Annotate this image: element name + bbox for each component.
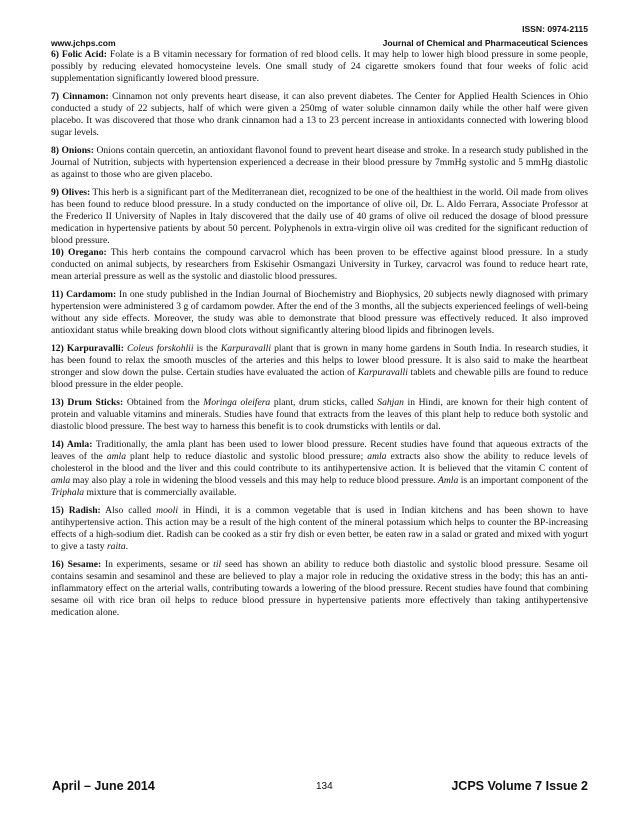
section-text: . [125,541,129,552]
running-header [51,38,588,48]
section-heading: 13) Drum Sticks: [51,397,124,408]
section-text: plant help to reduce diastolic and systolic blood pressure; [126,451,368,462]
section-paragraph [51,247,588,283]
section-heading: 10) Oregano: [51,247,107,258]
section-text: tablets and chewable pills are found to reduce blood pressure in the elder people. [51,367,588,390]
section-heading: 6) Folic Acid: [51,49,107,60]
section-text: is an important component of the [458,475,588,486]
italic-term: Karpuravalli [220,343,272,354]
section-text: mixture that is commercially available. [84,487,237,498]
section-text: Traditionally, the amla plant has been used to lower blood pressure. Recent studies have found that aqueous extracts of the leaves of the [51,439,588,462]
section-text: This herb contains the compound carvacrol which has been proven to be effective against blood pressure. In a study conducted on animal subjects, by researchers from Eskisehir Osmangazi University in Turkey, carvacrol was found to reduce heart rate, mean arterial pressure as well as the systolic and diastolic blood pressures. [51,247,588,282]
section-paragraph [51,397,588,433]
section-text: Also called [100,505,157,516]
italic-term: Moringa oleifera [203,397,271,408]
italic-term: til [213,559,222,570]
header-website[interactable]: www.jchps.com [51,38,116,48]
section-text: In one study published in the Indian Journal of Biochemistry and Biophysics, 20 subjects newly diagnosed with primary hypertension were administered 3 g of cardamom powder. After the end of the 3 months, all the subjects experienced feelings of well-being without any side effects. Moreover, the study was able to demonstrate that blood pressure was effectively reduced. It also improved antioxidant status while breaking down blood clots without significantly altering blood lipids and fibrinogen levels. [51,289,588,336]
section-heading: 15) Radish: [51,505,101,516]
italic-term: Amla [438,475,459,486]
section-paragraph [51,559,588,619]
section-text: Obtained from the [123,397,204,408]
section-text: in Hindi, it is a common vegetable that is used in Indian kitchens and has been shown to have antihypertensive action. This action may be a result of the high content of the mineral potassium which helps to counter the BP-increasing effects of a high-sodium diet. Radish can be cooked as a stir fry dish or even better, be eaten raw in a salad or grated and mixed with yogurt to give a tasty [51,505,588,552]
section-paragraph [51,505,588,553]
section-text: In experiments, sesame or [101,559,214,570]
section-text: This herb is a significant part of the Mediterranean diet, recognized to be one of the healthiest in the world. Oil made from olives has been found to reduce blood pressure. In a study conducted on the importance of olive oil, Dr. L. Aldo Ferrara, Associate Professor at the Frederico II University of Naples in Italy discovered that the daily use of 40 grams of olive oil reduced the dosage of blood pressure medication in hypertensive patients by about 50 percent. Polyphenols in extra-virgin olive oil was credited for the significant reduction of blood pressure. [51,187,588,246]
section-heading: 8) Onions: [51,145,94,156]
section-heading: 12) Karpuravalli: [51,343,124,354]
section-paragraph [51,289,588,337]
section-heading: 7) Cinnamon: [51,91,109,102]
section-heading: 11) Cardamom: [51,289,117,300]
italic-term: Sahjan [377,397,404,408]
italic-term: amla [367,451,387,462]
section-text: in Hindi, are known for their high content of protein and valuable vitamins and minerals. Studies have found that extracts from the leaves of this plant help to reduce both systolic and diastolic blood pressure. The best way to harness this benefit is to cook drumsticks with lentils or dal. [51,397,588,432]
section-heading: 14) Amla: [51,439,93,450]
section-heading: 16) Sesame: [51,559,102,570]
section-text: Onions contain quercetin, an antioxidant flavonol found to prevent heart disease and stroke. In a research study published in the Journal of Nutrition, subjects with hypertension experienced a decrease in their blood pressure by 7mmHg systolic and 5 mmHg diastolic as against to those who are given placebo. [51,145,588,180]
section-text: may also play a role in widening the blood vessels and this may help to reduce blood pressure. [70,475,439,486]
section-text: extracts also show the ability to reduce levels of cholesterol in the blood and the liver and this could contribute to its antihypertensive action. It is believed that the vitamin C content of [51,451,588,474]
footer-issue-date: April – June 2014 [52,779,155,793]
article-body [51,49,588,625]
section-text: is the [193,343,221,354]
section-paragraph [51,343,588,391]
italic-term: amla [51,475,71,486]
section-text: plant, drum sticks, called [270,397,378,408]
header-issn: ISSN: 0974-2115 [522,24,588,34]
section-text: seed has shown an ability to reduce both diastolic and systolic blood pressure. Sesame oil contains sesamin and sesaminol and these are believed to play a major role in reducing the oxidative stress in the body; this has an anti-inflammatory effect on the arterial walls, contributing towards a lowering of the blood pressure. Recent studies have found that combining sesame oil with rice bran oil helps to reduce blood pressure in hypertensive patients more effectively than taking antihypertensive medication alone. [51,559,589,618]
page-footer [52,779,588,793]
footer-page-number: 134 [316,781,333,792]
section-text: plant that is grown in many home gardens in South India. In research studies, it has been found to relax the smooth muscles of the arteries and this helps to lower blood pressure. It is also said to make the heartbeat stronger and slow down the pulse. Certain studies have evaluated the action of [51,343,588,378]
header-journal-title: Journal of Chemical and Pharmaceutical Sciences [382,38,588,48]
section-heading: 9) Olives: [51,187,91,198]
italic-term: raita [106,541,126,552]
footer-volume: JCPS Volume 7 Issue 2 [451,779,588,793]
section-paragraph [51,91,588,139]
section-text: Folate is a B vitamin necessary for formation of red blood cells. It may help to lower high blood pressure in some people, possibly by reducing elevated homocysteine levels. One small study of 24 cigarette smokers found that four weeks of folic acid supplementation significantly lowered blood pressure. [51,49,588,84]
section-paragraph [51,49,588,85]
section-paragraph [51,187,588,247]
section-paragraph [51,439,588,499]
italic-term: Coleus forskohlii [127,343,194,354]
italic-term: Triphala [51,487,85,498]
section-paragraph [51,145,588,181]
italic-term: Karpuravalli [357,367,408,378]
italic-term: amla [106,451,126,462]
section-text: Cinnamon not only prevents heart disease, it can also prevent diabetes. The Center for Applied Health Sciences in Ohio conducted a study of 22 subjects, half of which were given a 250mg of water soluble cinnamon daily while the other half were given placebo. It was discovered that those who drank cinnamon had a 13 to 23 percent increase in antioxidants connected with lowering blood sugar levels. [51,91,588,138]
italic-term: mooli [156,505,178,516]
